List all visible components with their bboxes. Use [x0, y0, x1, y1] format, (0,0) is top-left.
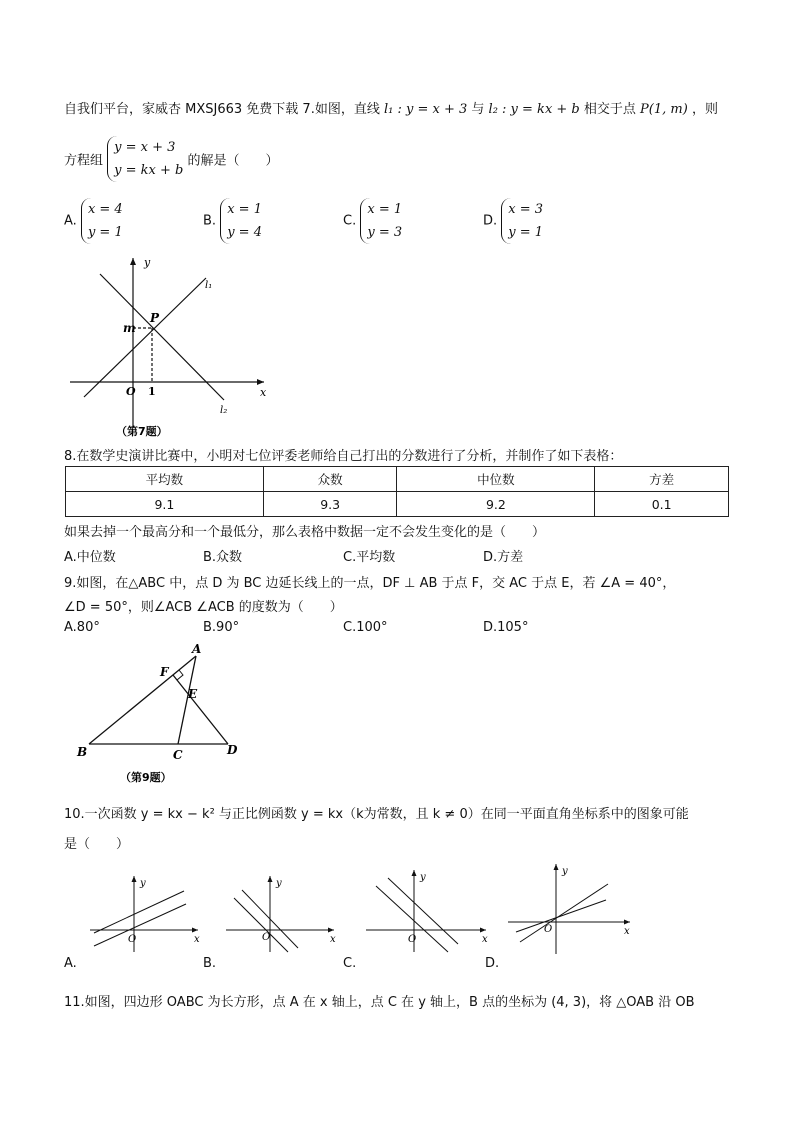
q10-label-d: D.: [485, 956, 500, 971]
q7-label-x: x: [260, 386, 267, 399]
q10-line1: 10.一次函数 y = kx − k² 与正比例函数 y = kx（k为常数，且 k ≠ 0）在同一平面直角坐标系中的图象可能: [64, 807, 689, 822]
q7-l2-equation: l₂ : y = kx + b: [488, 102, 580, 117]
q10-a-y-arrow-icon: [132, 876, 137, 882]
q10-graph-c: [362, 866, 490, 954]
q10-a-x-arrow-icon: [192, 928, 198, 933]
table-header-cell: 方差: [595, 467, 729, 492]
q10-b-y-arrow-icon: [268, 876, 273, 882]
q7-label-m: m: [123, 321, 136, 335]
q9-label-c: C: [173, 748, 183, 762]
q7-option-d: [483, 198, 543, 244]
q7-option-a: [64, 198, 123, 244]
q7-option-d-y: y = 1: [508, 225, 544, 240]
q7-option-d-system: [501, 198, 543, 244]
q10-c-line-2: [388, 878, 458, 944]
q9-segment-ba: [89, 656, 196, 744]
q7-system: [107, 136, 183, 182]
q7-label-one: 1: [148, 385, 156, 398]
q10-b-label-y: y: [276, 878, 282, 889]
q7-option-a-system: [81, 198, 123, 244]
q10-b-line-1: [234, 898, 288, 952]
q8-option-b: B.众数: [203, 550, 243, 565]
q9-option-a: A.80°: [64, 620, 100, 635]
q7-option-b-system: [220, 198, 262, 244]
q9-line1: 9.如图，在△ABC 中，点 D 为 BC 边延长线上的一点，DF ⊥ AB 于点 F，交 AC 于点 E，若 ∠A = 40°，: [64, 576, 676, 591]
q8-option-a: A.中位数: [64, 550, 116, 565]
q10-d-x-arrow-icon: [624, 920, 630, 925]
q10-label-a: A.: [64, 956, 77, 971]
q10-b-label-x: x: [330, 934, 336, 945]
q7-option-a-y: y = 1: [87, 225, 123, 240]
q7-line2: [64, 136, 279, 182]
q10-graph-d: [506, 860, 634, 956]
q7-option-b-x: x = 1: [227, 202, 262, 217]
q7-figure: [64, 252, 274, 442]
q7-option-a-x: x = 4: [87, 202, 123, 217]
q10-d-line-1: [520, 884, 608, 942]
q7-line1: [64, 98, 718, 117]
q7-label-y: y: [144, 256, 151, 269]
q9-figure: [64, 638, 244, 788]
table-cell: 9.3: [263, 492, 397, 517]
q10-d-line-2: [516, 900, 606, 932]
q7-point: P(1, m): [640, 102, 688, 117]
q7-option-c-label: C.: [343, 213, 357, 229]
q9-label-a: A: [192, 642, 202, 656]
q9-caption: （第9题）: [120, 771, 172, 784]
q9-option-b: B.90°: [203, 620, 240, 635]
q10-graph-b: [222, 872, 340, 954]
q7-y-arrow-icon: [130, 258, 136, 265]
q7-label-l1: l₁: [205, 280, 213, 291]
q10-label-b: B.: [203, 956, 217, 971]
table-header-cell: 平均数: [66, 467, 264, 492]
q9-option-c: C.100°: [343, 620, 388, 635]
q8-text: 8.在数学史演讲比赛中，小明对七位评委老师给自己打出的分数进行了分析，并制作了如下表格：: [64, 449, 623, 464]
q7-option-d-x: x = 3: [508, 202, 544, 217]
q10-c-x-arrow-icon: [480, 928, 486, 933]
q10-c-y-arrow-icon: [412, 870, 417, 876]
table-header-row: [66, 467, 729, 492]
q7-option-d-label: D.: [483, 213, 498, 229]
q7-mid: 与: [471, 102, 485, 117]
q8-option-c: C.平均数: [343, 550, 396, 565]
q10-a-line-1: [94, 891, 184, 933]
q7-line-l2: [100, 274, 224, 400]
q10-b-label-o: O: [262, 932, 271, 943]
q10-d-y-arrow-icon: [554, 864, 559, 870]
q10-d-label-x: x: [624, 926, 630, 937]
q10-a-label-x: x: [194, 934, 200, 945]
q7-option-b-y: y = 4: [227, 225, 262, 240]
q7-option-c-system: [360, 198, 402, 244]
q7-l1-equation: l₁ : y = x + 3: [383, 102, 468, 117]
q10-a-label-y: y: [140, 878, 146, 889]
q7-x-arrow-icon: [257, 379, 264, 385]
q9-label-f: F: [160, 665, 169, 679]
q7-option-a-label: A.: [64, 213, 77, 229]
table-header-cell: 中位数: [397, 467, 595, 492]
q7-caption: （第7题）: [116, 425, 168, 438]
q8-option-d: D.方差: [483, 550, 524, 565]
q9-option-d: D.105°: [483, 620, 529, 635]
q7-label-p: P: [150, 311, 160, 325]
q10-a-label-o: O: [128, 934, 137, 945]
q9-segment-df: [173, 675, 228, 744]
q10-graph-a: [86, 872, 204, 954]
q7-prefix: 自我们平台，家威杏 MXSJ663 免费下载 7.如图，直线: [64, 102, 380, 117]
q7-option-c-y: y = 3: [367, 225, 403, 240]
q7-option-b-label: B.: [203, 213, 217, 229]
table-row: [66, 492, 729, 517]
q7-end: ，则: [691, 102, 718, 117]
q9-label-e: E: [188, 687, 198, 701]
table-cell: 9.1: [66, 492, 264, 517]
q7-system-eq1: y = x + 3: [114, 140, 176, 155]
q7-system-eq2: y = kx + b: [114, 163, 184, 178]
q10-d-label-y: y: [562, 866, 568, 877]
q7-option-c: [343, 198, 402, 244]
q10-line2: 是（ ）: [64, 837, 130, 852]
q7-label-l2: l₂: [220, 405, 228, 416]
q8-stats-table: [65, 466, 729, 517]
q7-label-o: O: [126, 385, 136, 398]
q7-line2-prefix: 方程组: [64, 153, 104, 169]
q11-line1: 11.如图，四边形 OABC 为长方形，点 A 在 x 轴上，点 C 在 y 轴上，B 点的坐标为 (4, 3)，将 △OAB 沿 OB: [64, 995, 695, 1010]
q10-label-c: C.: [343, 956, 357, 971]
q10-c-label-x: x: [482, 934, 488, 945]
q10-b-x-arrow-icon: [328, 928, 334, 933]
q10-c-label-y: y: [420, 872, 426, 883]
q7-line-l1: [84, 278, 206, 397]
q7-option-b: [203, 198, 262, 244]
q8-question: 如果去掉一个最高分和一个最低分，那么表格中数据一定不会发生变化的是（ ）: [64, 525, 546, 540]
q9-label-b: B: [77, 745, 88, 759]
table-cell: 0.1: [595, 492, 729, 517]
q7-suffix: 相交于点: [583, 102, 636, 117]
table-cell: 9.2: [397, 492, 595, 517]
q10-a-line-2: [94, 904, 186, 946]
q9-line2: ∠D = 50°，则∠ACB ∠ACB 的度数为（ ）: [64, 600, 343, 615]
q10-d-label-o: O: [544, 924, 553, 935]
q9-label-d: D: [227, 743, 238, 757]
q10-c-label-o: O: [408, 934, 417, 945]
q7-line2-suffix: 的解是（ ）: [187, 153, 279, 169]
table-header-cell: 众数: [263, 467, 397, 492]
q7-option-c-x: x = 1: [367, 202, 403, 217]
